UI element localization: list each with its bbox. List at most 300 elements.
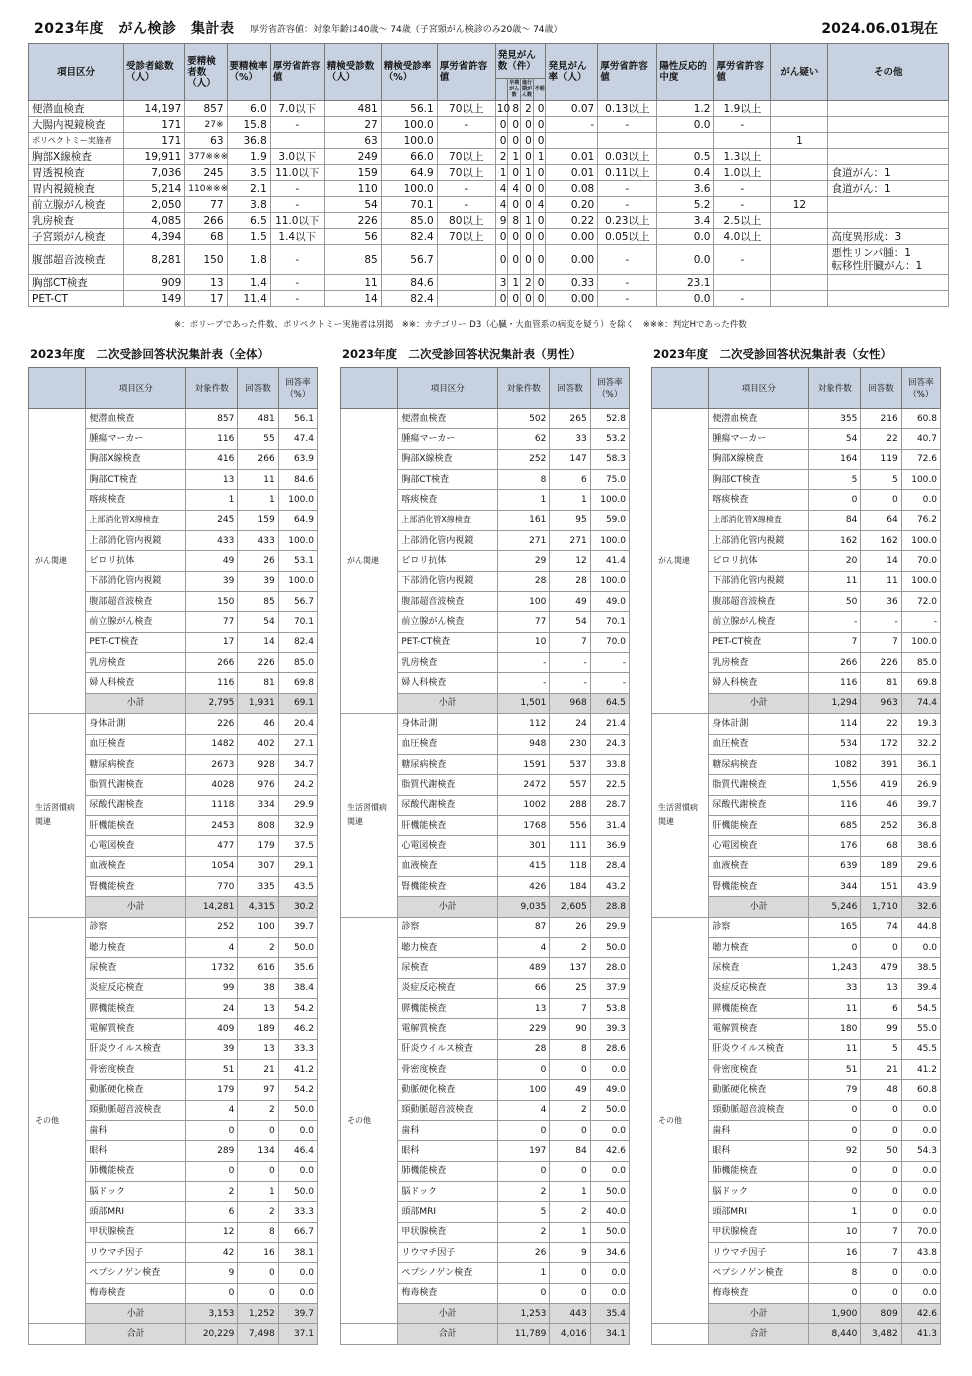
answer-count: 119 (861, 449, 901, 469)
target-count: 229 (498, 1019, 550, 1039)
answer-count: 14 (861, 551, 901, 571)
target-count: 0 (809, 490, 861, 510)
subtotal-value: 9,035 (498, 897, 550, 917)
answer-rate: 29.9 (278, 795, 317, 815)
item-name: 婦人科検査 (398, 673, 498, 693)
item-name: 脂質代謝検査 (398, 775, 498, 795)
cell-f3: 0 (533, 101, 546, 117)
item-name: 脳ドック (398, 1182, 498, 1202)
cell-c2: 110※※※ (185, 181, 227, 197)
item-name: 動脈硬化検査 (398, 1080, 498, 1100)
answer-count: 99 (861, 1019, 901, 1039)
cell-f1: 4 (508, 181, 521, 197)
answer-rate: 100.0 (278, 571, 317, 591)
answer-rate: 0.0 (590, 1283, 629, 1303)
cell-c11 (714, 133, 771, 149)
answer-rate: 76.2 (901, 510, 940, 530)
answer-count: 36 (861, 592, 901, 612)
cell-f1: 0 (508, 117, 521, 133)
cell-f1: 0 (508, 245, 521, 275)
cell-c11: - (714, 181, 771, 197)
cell-c7: 80以上 (437, 213, 495, 229)
answer-rate: 36.8 (901, 815, 940, 835)
cell-c8: 0.00 (546, 291, 598, 307)
cell-c11: - (714, 197, 771, 213)
answer-count: 147 (550, 449, 590, 469)
cell-f2: 0 (521, 149, 534, 165)
cell-c5: 249 (324, 149, 381, 165)
total-value: 4,016 (550, 1324, 590, 1344)
cell-c3: 1.4 (227, 275, 270, 291)
table-row (652, 409, 941, 429)
item-name: 診察 (709, 917, 809, 937)
cell-c10: 0.5 (657, 149, 714, 165)
cell-c6: 56.7 (381, 245, 437, 275)
answer-rate: 56.7 (278, 592, 317, 612)
item-name: 歯科 (709, 1121, 809, 1141)
cell-c3: 1.5 (227, 229, 270, 245)
target-count: 50 (809, 592, 861, 612)
cell-c3: 6.5 (227, 213, 270, 229)
answer-count: 2 (238, 1202, 278, 1222)
cell-f0: 0 (495, 229, 508, 245)
answer-rate: 70.1 (590, 612, 629, 632)
answer-rate: 85.0 (901, 653, 940, 673)
target-count: - (498, 653, 550, 673)
answer-rate: 70.1 (278, 612, 317, 632)
answer-rate: 40.7 (901, 429, 940, 449)
answer-rate: 19.3 (901, 714, 940, 734)
table-row (29, 917, 318, 937)
answer-count: 184 (550, 876, 590, 896)
table-row (341, 714, 630, 734)
total-value: 34.1 (590, 1324, 629, 1344)
item-name: 下部消化管内視鏡 (398, 571, 498, 591)
subtotal-value: 1,710 (861, 897, 901, 917)
item-name: 上部消化管内視鏡 (86, 531, 186, 551)
subtotal-label: 小計 (86, 897, 186, 917)
answer-count: 6 (550, 470, 590, 490)
answer-count: 46 (861, 795, 901, 815)
answer-count: 0 (861, 1283, 901, 1303)
table-row (29, 149, 949, 165)
table-row (29, 197, 949, 213)
target-count: 116 (809, 795, 861, 815)
item-name: 脂質代謝検査 (86, 775, 186, 795)
answer-count: 0 (861, 1100, 901, 1120)
target-count: 1002 (498, 795, 550, 815)
subtotal-value: 1,900 (809, 1304, 861, 1324)
answer-rate: 38.5 (901, 958, 940, 978)
cell-f3: 0 (533, 229, 546, 245)
answer-count: 179 (238, 836, 278, 856)
target-count: 2 (186, 1182, 238, 1202)
answer-rate: 29.1 (278, 856, 317, 876)
cell-c9: - (598, 245, 657, 275)
cell-c1: 2,050 (124, 197, 185, 213)
answer-count: 189 (238, 1019, 278, 1039)
cell-f0: 0 (495, 291, 508, 307)
cell-f1: 8 (508, 101, 521, 117)
answer-count: 189 (861, 856, 901, 876)
subtotal-value: 39.7 (278, 1304, 317, 1324)
target-count: 1082 (809, 754, 861, 774)
answer-rate: 50.0 (278, 1100, 317, 1120)
target-count: 87 (498, 917, 550, 937)
target-count: 20 (809, 551, 861, 571)
table-row (29, 409, 318, 429)
target-count: 2453 (186, 815, 238, 835)
item-name: 胸部X線検査 (709, 449, 809, 469)
target-count: 10 (498, 632, 550, 652)
cell-c5: 110 (324, 181, 381, 197)
answer-rate: 39.7 (278, 917, 317, 937)
answer-count: 49 (550, 592, 590, 612)
target-count: 116 (809, 673, 861, 693)
answer-rate: 54.2 (278, 1080, 317, 1100)
target-count: 8 (809, 1263, 861, 1283)
answer-count: 334 (238, 795, 278, 815)
answer-count: 100 (238, 917, 278, 937)
answer-count: 0 (861, 1263, 901, 1283)
header-suspect: がん疑い (771, 44, 828, 101)
target-count: 433 (186, 531, 238, 551)
answer-count: 0 (550, 1121, 590, 1141)
item-name: 電解質検査 (86, 1019, 186, 1039)
cell-c11: 2.5以上 (714, 213, 771, 229)
target-count: 0 (498, 1121, 550, 1141)
total-value: 7,498 (238, 1324, 278, 1344)
item-name: 肝機能検査 (86, 815, 186, 835)
answer-count: 557 (550, 775, 590, 795)
target-count: 0 (186, 1283, 238, 1303)
target-count: 252 (498, 449, 550, 469)
item-name: 動脈硬化検査 (709, 1080, 809, 1100)
target-count: 51 (186, 1060, 238, 1080)
header-answers: 回答数 (861, 368, 901, 409)
table-row (652, 917, 941, 937)
answer-rate: 39.7 (901, 795, 940, 815)
target-count: 0 (186, 1121, 238, 1141)
answer-count: 271 (550, 531, 590, 551)
target-count: 116 (186, 429, 238, 449)
answer-count: 0 (238, 1263, 278, 1283)
cell-f2: 2 (521, 275, 534, 291)
cell-c6: 84.6 (381, 275, 437, 291)
report-date: 2024.06.01現在 (821, 21, 938, 37)
item-name: 頸動脈超音波検査 (398, 1100, 498, 1120)
table-row (29, 213, 949, 229)
item-name: 前立腺がん検査 (398, 612, 498, 632)
group-label: 生活習慣病関連 (341, 714, 398, 917)
answer-rate: 0.0 (278, 1263, 317, 1283)
group-label: がん関連 (29, 409, 86, 714)
cell-c12: 12 (771, 197, 828, 213)
answer-count: 24 (550, 714, 590, 734)
cell-c8: - (546, 117, 598, 133)
item-name: 胸部CT検査 (398, 470, 498, 490)
row-label: 胸部CT検査 (29, 275, 124, 291)
answer-rate: 85.0 (278, 653, 317, 673)
target-count: 355 (809, 409, 861, 429)
answer-count: 307 (238, 856, 278, 876)
answer-rate: 100.0 (901, 470, 940, 490)
answer-rate: 22.5 (590, 775, 629, 795)
item-name: 尿検査 (398, 958, 498, 978)
subtotal-value: 2,605 (550, 897, 590, 917)
target-count: 477 (186, 836, 238, 856)
answer-rate: 29.9 (590, 917, 629, 937)
header-exam-rate: 精検受診率（%） (381, 44, 437, 101)
cell-f0: 10 (496, 102, 511, 115)
target-count: - (809, 612, 861, 632)
cell-c6: 82.4 (381, 229, 437, 245)
target-count: 164 (809, 449, 861, 469)
target-count: 29 (498, 551, 550, 571)
item-name: 前立腺がん検査 (86, 612, 186, 632)
item-name: 尿酸代謝検査 (86, 795, 186, 815)
other-note: 悪性リンパ腫：1 (831, 246, 911, 259)
subtotal-value: 35.4 (590, 1304, 629, 1324)
item-name: 婦人科検査 (86, 673, 186, 693)
cell-c7: 70以上 (437, 149, 495, 165)
cell-c5: 56 (324, 229, 381, 245)
item-name: 糖尿病検査 (398, 754, 498, 774)
cell-c1: 14,197 (124, 101, 185, 117)
answer-count: 1 (238, 1182, 278, 1202)
table-row (29, 101, 949, 117)
item-name: 心電図検査 (398, 836, 498, 856)
cell-c2: 150 (185, 245, 227, 275)
answer-count: 111 (550, 836, 590, 856)
answer-count: 402 (238, 734, 278, 754)
answer-count: 2 (238, 1100, 278, 1120)
answer-rate: 63.9 (278, 449, 317, 469)
answer-rate: 54.2 (278, 998, 317, 1018)
answer-rate: - (901, 612, 940, 632)
target-count: 77 (186, 612, 238, 632)
cell-c9: 0.23以上 (598, 213, 657, 229)
target-count: 16 (809, 1243, 861, 1263)
cell-c6: 82.4 (381, 291, 437, 307)
target-count: 948 (498, 734, 550, 754)
item-name: 甲状腺検査 (709, 1222, 809, 1242)
target-count: 116 (186, 673, 238, 693)
item-name: 肝炎ウイルス検査 (86, 1039, 186, 1059)
cell-c3: 3.5 (227, 165, 270, 181)
cell-c10: 1.2 (657, 101, 714, 117)
answer-rate: 72.0 (901, 592, 940, 612)
item-name: 心電図検査 (709, 836, 809, 856)
subtotal-label: 小計 (709, 1304, 809, 1324)
target-count: 180 (809, 1019, 861, 1039)
cell-c4: 11.0以下 (270, 213, 324, 229)
header-mhlw-3: 厚労省許容値 (598, 44, 657, 101)
target-count: 271 (498, 531, 550, 551)
header-item: 項目区分 (86, 368, 186, 409)
cell-c12 (771, 245, 828, 275)
answer-count: 537 (550, 754, 590, 774)
cell-f3: 0 (533, 275, 546, 291)
cell-c13 (828, 213, 949, 229)
cell-c4: - (270, 181, 324, 197)
answer-rate: 33.8 (590, 754, 629, 774)
subtotal-label: 小計 (398, 693, 498, 713)
item-name: 骨密度検査 (709, 1060, 809, 1080)
answer-count: 2 (550, 937, 590, 957)
item-name: 上部消化管X線検査 (709, 510, 809, 530)
header-mhlw-1: 厚労省許容値 (270, 44, 324, 101)
table-row (29, 229, 949, 245)
answer-count: 81 (238, 673, 278, 693)
subtotal-label: 小計 (398, 897, 498, 917)
header-sub-advanced: 進行期がん数 (521, 78, 534, 100)
row-label: ポリペクトミー実施者 (29, 133, 124, 149)
cell-c5: 11 (324, 275, 381, 291)
answer-count: 26 (550, 917, 590, 937)
total-row (341, 1324, 630, 1344)
target-count: 11 (809, 571, 861, 591)
cell-f1: 0 (508, 291, 521, 307)
answer-rate: 100.0 (590, 490, 629, 510)
header-answers: 回答数 (550, 368, 590, 409)
target-count: 289 (186, 1141, 238, 1161)
header-cancer-found: 発見がん数（件） (495, 44, 546, 79)
item-name: 血圧検査 (398, 734, 498, 754)
answer-count: 22 (861, 714, 901, 734)
answer-rate: 43.8 (901, 1243, 940, 1263)
answer-rate: 0.0 (901, 1263, 940, 1283)
header-sub-early: 早期がん数 (508, 78, 521, 100)
answer-rate: 43.5 (278, 876, 317, 896)
answer-count: 976 (238, 775, 278, 795)
item-name: 電解質検査 (709, 1019, 809, 1039)
cell-f2: 0 (521, 291, 534, 307)
target-count: 28 (498, 571, 550, 591)
header-sub-total (495, 78, 508, 100)
answer-count: 13 (238, 1039, 278, 1059)
cell-c5: 85 (324, 245, 381, 275)
item-name: 骨密度検査 (398, 1060, 498, 1080)
header-exam-done: 精検受診数（人） (324, 44, 381, 101)
target-count: 162 (809, 531, 861, 551)
answer-rate: 34.6 (590, 1243, 629, 1263)
item-name: 尿検査 (709, 958, 809, 978)
subtotal-value: 963 (861, 693, 901, 713)
answer-rate: 45.5 (901, 1039, 940, 1059)
target-count: 62 (498, 429, 550, 449)
target-count: 2 (498, 1222, 550, 1242)
item-name: 腎機能検査 (86, 876, 186, 896)
header-target: 対象件数 (498, 368, 550, 409)
cell-c3: 36.8 (227, 133, 270, 149)
item-name: 頭部MRI (398, 1202, 498, 1222)
item-name: 心電図検査 (86, 836, 186, 856)
answer-count: 0 (238, 1121, 278, 1141)
item-name: 便潜血検査 (398, 409, 498, 429)
answer-rate: 0.0 (278, 1283, 317, 1303)
answer-count: - (550, 653, 590, 673)
item-name: 糖尿病検査 (709, 754, 809, 774)
target-count: 114 (809, 714, 861, 734)
answer-count: 21 (861, 1060, 901, 1080)
answer-count: 26 (238, 551, 278, 571)
total-value: 20,229 (186, 1324, 238, 1344)
cell-c2: 13 (185, 275, 227, 291)
cell-c8: 0.01 (546, 149, 598, 165)
item-name: 腹部超音波検査 (398, 592, 498, 612)
item-name: 上部消化管X線検査 (398, 510, 498, 530)
answer-count: 81 (861, 673, 901, 693)
allowance-note: 厚労省許容値：対象年齢は40歳～ 74歳（子宮頸がん検診のみ20歳～ 74歳） (250, 25, 563, 35)
cell-c12 (771, 165, 828, 181)
target-count: 0 (186, 1161, 238, 1181)
item-name: ピロリ抗体 (709, 551, 809, 571)
answer-count: 39 (238, 571, 278, 591)
subtotal-value: 968 (550, 693, 590, 713)
cell-f1: 0 (508, 165, 521, 181)
subtotal-value: 4,315 (238, 897, 278, 917)
answer-rate: 50.0 (590, 1182, 629, 1202)
answer-count: 928 (238, 754, 278, 774)
item-name: 腫瘍マーカー (86, 429, 186, 449)
item-name: 聴力検査 (86, 937, 186, 957)
target-count: 100 (498, 592, 550, 612)
table-title-male: 2023年度 二次受診回答状況集計表（男性） (342, 347, 582, 361)
answer-count: 266 (238, 449, 278, 469)
answer-count: 11 (861, 571, 901, 591)
item-name: 肝炎ウイルス検査 (709, 1039, 809, 1059)
answer-count: 0 (861, 1161, 901, 1181)
answer-count: 137 (550, 958, 590, 978)
cell-c10: 0.0 (657, 245, 714, 275)
table-row (29, 291, 949, 307)
cell-c12 (771, 117, 828, 133)
header-blank (29, 368, 86, 409)
item-name: 乳房検査 (398, 653, 498, 673)
answer-rate: 50.0 (590, 1222, 629, 1242)
target-count: 77 (498, 612, 550, 632)
cell-c9: 0.11以上 (598, 165, 657, 181)
target-count: 1 (186, 490, 238, 510)
cell-f2: 1 (521, 213, 534, 229)
target-count: 51 (809, 1060, 861, 1080)
answer-count: 0 (550, 1060, 590, 1080)
answer-count: 33 (550, 429, 590, 449)
cancer-screening-table (28, 43, 949, 307)
answer-rate: 21.4 (590, 714, 629, 734)
item-name: 下部消化管内視鏡 (709, 571, 809, 591)
cell-c2: 17 (185, 291, 227, 307)
cell-c11 (714, 275, 771, 291)
cell-c9 (598, 133, 657, 149)
target-count: 11 (809, 1039, 861, 1059)
target-count: 165 (809, 917, 861, 937)
target-count: - (498, 673, 550, 693)
item-name: 喀痰検査 (398, 490, 498, 510)
answer-rate: 36.9 (590, 836, 629, 856)
answer-rate: 0.0 (278, 1121, 317, 1141)
item-name: 梅毒検査 (86, 1283, 186, 1303)
item-name: リウマチ因子 (709, 1243, 809, 1263)
cell-f1: 1 (508, 149, 521, 165)
target-count: 245 (186, 510, 238, 530)
item-name: 眼科 (86, 1141, 186, 1161)
answer-rate: 38.4 (278, 978, 317, 998)
item-name: 腹部超音波検査 (709, 592, 809, 612)
answer-count: 252 (861, 815, 901, 835)
total-row (29, 1324, 318, 1344)
